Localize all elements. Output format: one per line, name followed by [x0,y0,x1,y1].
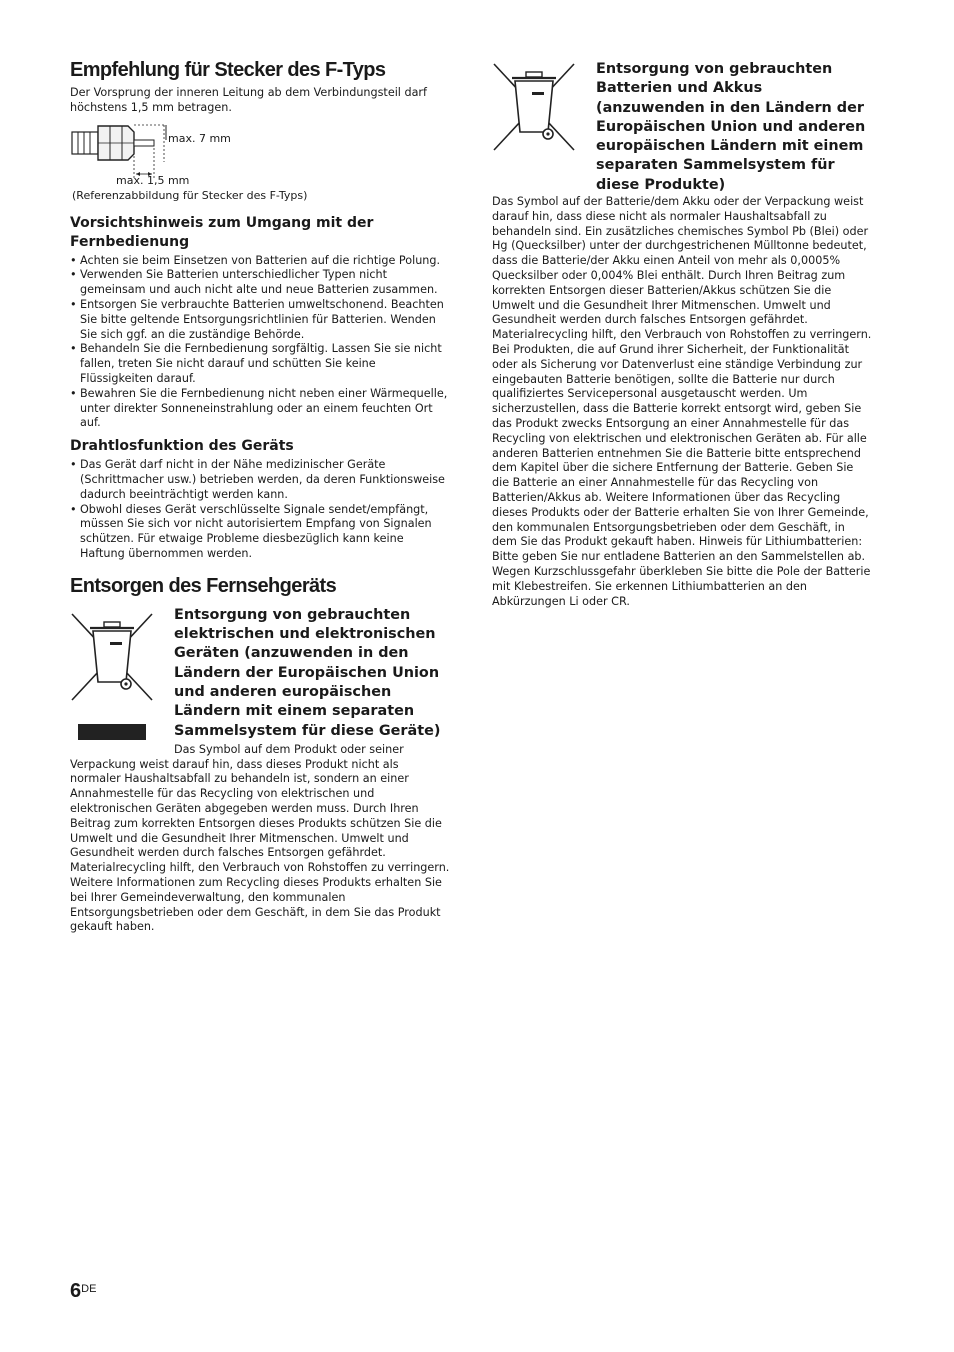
list-item: • Bewahren Sie die Fernbedienung nicht neben einer Wärmequelle, unter direkter Sonneneinstrahlung oder an einem feuchten Ort auf. [70,387,450,431]
left-column [70,58,450,935]
weee-body-text: Das Symbol auf dem Produkt oder seiner Verpackung weist darauf hin, dass dieses Produkt nicht als normaler Haushaltsabfall zu behandeln ist, sondern an einer Annahmestelle für das Recycling von elektrischen und elektronischen Geräten abgegeben werden muss. Durch Ihren Beitrag zum korrekten Entsorgen dieses Produkts schützen Sie die Umwelt und die Gesundheit Ihrer Mitmenschen. Umwelt und Gesundheit werden durch falsches Entsorgen gefährdet. Materialrecycling hilft, den Verbrauch von Rohstoffen zu verringern. Weitere Informationen zum Recycling dieses Produkts erhalten Sie bei Ihrer Gemeindeverwaltung, den kommunalen Entsorgungsbetrieben oder dem Geschäft, in dem Sie das Produkt gekauft haben. [70,742,450,934]
f-type-plug-figure [70,122,450,204]
list-item: • Das Gerät darf nicht in der Nähe medizinischer Geräte (Schrittmacher usw.) betrieben werden, da deren Funktionsweise dadurch beeinträchtigt werden kann. [70,458,450,502]
label-max-7mm: max. 7 mm [168,131,231,145]
remote-caution-list [70,254,450,432]
crossed-out-wheelie-bin-icon [70,612,154,702]
label-max-1-5mm: max. 1,5 mm [116,173,190,187]
battery-disposal-block [492,60,872,195]
figure-caption: (Referenzabbildung für Stecker des F-Typs) [72,188,308,202]
heading-wireless-function: Drahtlosfunktion des Geräts [70,438,294,455]
right-column [492,60,872,609]
list-item: • Verwenden Sie Batterien unterschiedlicher Typen nicht gemeinsam und auch nicht alte und neue Batterien zusammen. [70,268,450,298]
list-item: • Behandeln Sie die Fernbedienung sorgfältig. Lassen Sie sie nicht fallen, treten Sie nicht darauf und schütten Sie keine Flüssigkeiten darauf. [70,342,450,386]
list-item: • Obwohl dieses Gerät verschlüsselte Signale sendet/empfängt, müssen Sie sich vor nicht autorisiertem Empfang von Signalen schützen. Für etwaige Probleme diesbezüglich kann keine Haftung übernommen werden. [70,503,450,562]
weee-disposal-block [70,606,450,935]
heading-remote-caution: Vorsichtshinweis zum Umgang mit der Fernbedienung [70,214,374,250]
wireless-list [70,458,450,562]
list-item: • Entsorgen Sie verbrauchte Batterien umweltschonend. Beachten Sie bitte geltende Entsorgungsrichtlinien für Batterien. Wenden Sie sich ggf. an die zuständige Behörde. [70,298,450,342]
f-type-plug-icon [70,122,180,182]
page-number-digit: 6 [70,1280,82,1302]
heading-f-type-plug: Empfehlung für Stecker des F-Typs [70,59,386,81]
battery-body-text: Das Symbol auf der Batterie/dem Akku oder der Verpackung weist darauf hin, dass diese nicht als normaler Haushaltsabfall zu behandeln sind. Ein zusätzliches chemisches Symbol Pb (Blei) oder Hg (Quecksilber) unter der durchgestrichenen Mülltonne bedeutet, dass die Batterie/der Akku einen Anteil von mehr als 0,0005% Quecksilber oder 0,004% Blei enthält. Durch Ihren Beitrag zum korrekten Entsorgen dieser Batterien/Akkus schützen Sie die Umwelt und die Gesundheit Ihrer Mitmenschen. Umwelt und Gesundheit werden durch falsches Entsorgen gefährdet. Materialrecycling hilft, den Verbrauch von Rohstoffen zu verringern. Bei Produkten, die auf Grund ihrer Sicherheit, der Funktionalität oder als Sicherung vor Datenverlust eine ständige Verbindung zur eingebauten Batterie benötigen, sollte die Batterie nur durch qualifiziertes Servicepersonal ausgetauscht werden. Um sicherzustellen, dass die Batterie korrekt entsorgt wird, geben Sie das Produkt zwecks Entsorgung an einer Annahmestelle für das Recycling von elektrischen und elektronischen Geräten ab. Für alle anderen Batterien entnehmen Sie die Batterie bitte entsprechend dem Kapitel über die sichere Entfernung der Batterie. Geben Sie die Batterie an einer Annahmestelle für das Recycling von Batterien/Akkus ab. Weitere Informationen über das Recycling dieses Produkts oder der Batterie erhalten Sie von Ihrer Gemeinde, den kommunalen Entsorgungsbetrieben oder dem Geschäft, in dem Sie das Produkt gekauft haben. Hinweis für Lithiumbatterien: Bitte geben Sie nur entladene Batterien an den Sammelstellen ab. Wegen Kurzschlussgefahr überkleben Sie bitte die Pole der Batterie mit Klebestreifen. Sie erkennen Lithiumbatterien an den Abkürzungen Li oder CR. [492,195,872,608]
f-type-intro: Der Vorsprung der inneren Leitung ab dem Verbindungsteil darf höchstens 1,5 mm betragen. [70,86,427,114]
bin-underline-bar [78,724,146,740]
heading-tv-disposal: Entsorgen des Fernsehgeräts [70,574,337,597]
list-item: • Achten sie beim Einsetzen von Batterien auf die richtige Polung. [70,254,450,269]
page-lang-code: DE [81,1283,97,1295]
battery-disposal-title: Entsorgung von gebrauchten Batterien und Akkus (anzuwenden in den Ländern der Europäischen Union und anderen europäischen Ländern mit einem separaten Sammelsystem für diese Produkte) [596,61,866,193]
page-number [70,1280,96,1303]
crossed-out-wheelie-bin-icon [492,62,576,152]
weee-disposal-title: Entsorgung von gebrauchten elektrischen und elektronischen Geräten (anzuwenden in den Ländern der Europäischen Union und anderen europäischen Ländern mit einem separaten Sammelsystem für diese Geräte) [174,606,441,739]
